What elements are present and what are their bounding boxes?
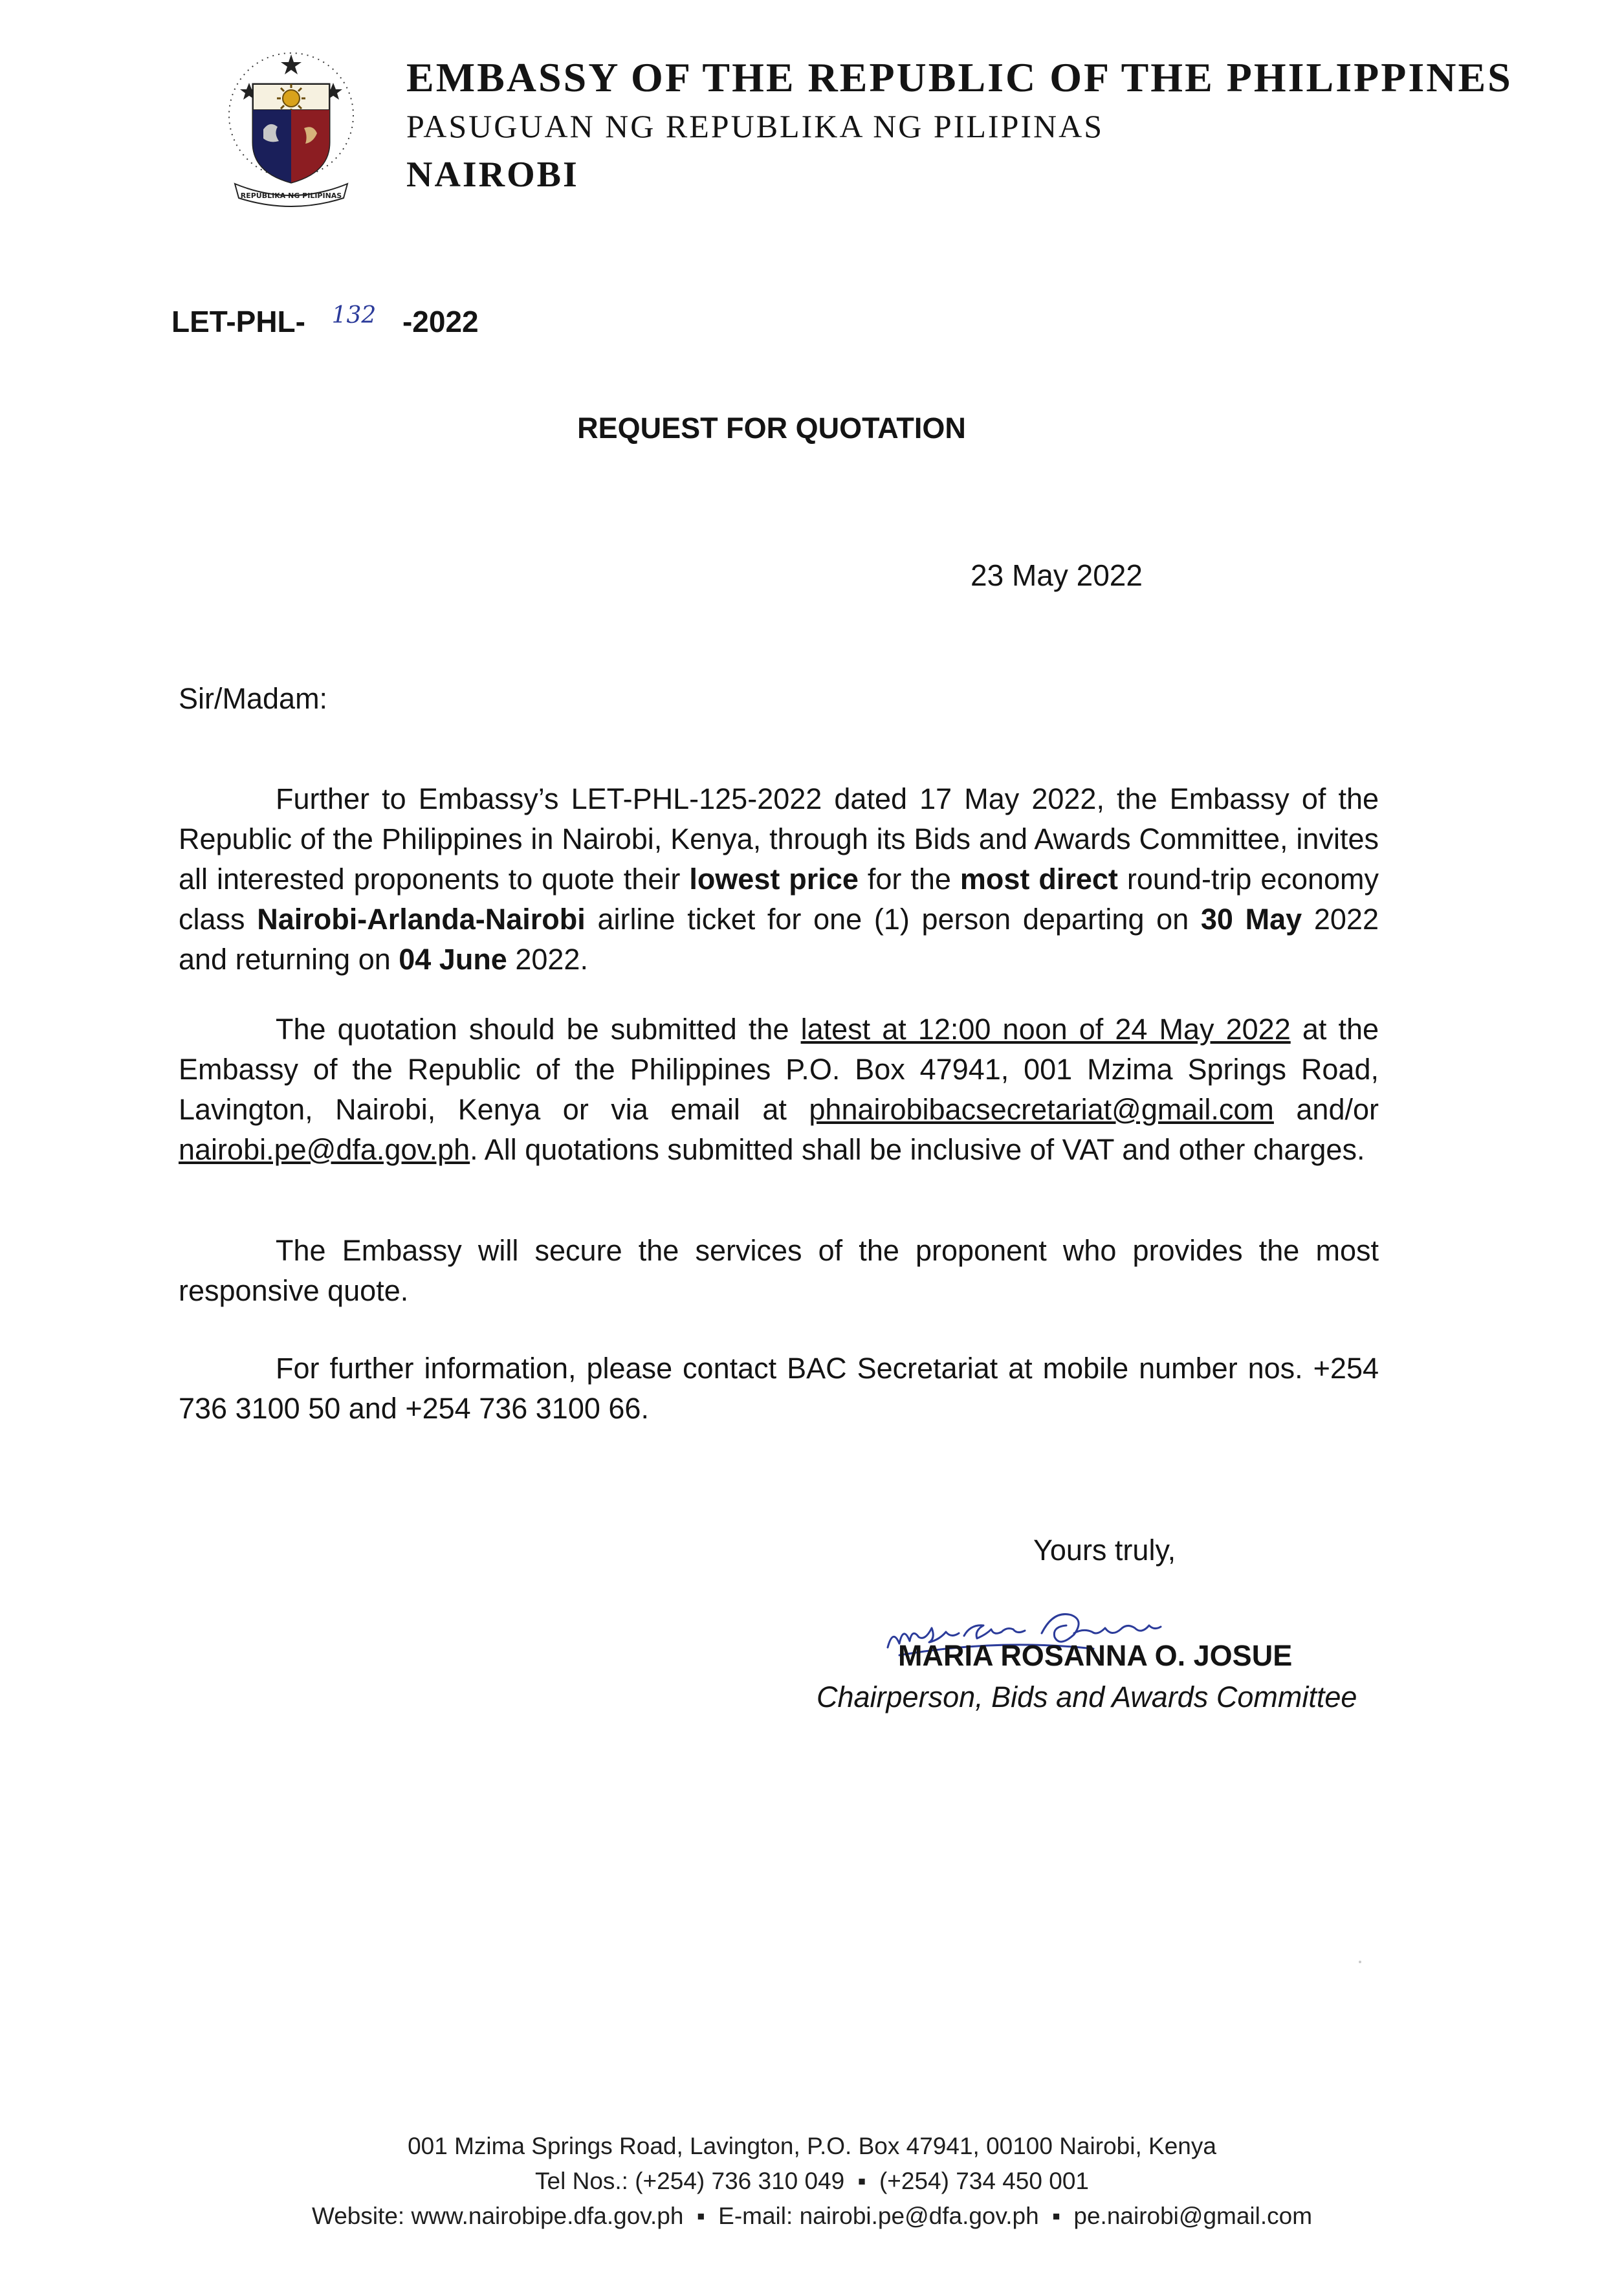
footer-web-email: Website: www.nairobipe.dfa.gov.ph ▪ E-mail: nairobi.pe@dfa.gov.ph ▪ pe.nairobi@gmail.com bbox=[311, 2203, 1313, 2229]
letter-date: 23 May 2022 bbox=[971, 558, 1143, 592]
embassy-email-link[interactable]: nairobi.pe@dfa.gov.ph bbox=[179, 1133, 470, 1166]
salutation: Sir/Madam: bbox=[179, 682, 328, 715]
reference-suffix: -2022 bbox=[402, 305, 479, 338]
footer-phones: Tel Nos.: (+254) 736 310 049 ▪ (+254) 734 450 001 bbox=[535, 2168, 1089, 2194]
paragraph-contact: For further information, please contact BAC Secretariat at mobile number nos. +254 736 3100 50 and +254 736 3100 66. bbox=[179, 1352, 1379, 1425]
svg-text:REPUBLIKA NG PILIPINAS: REPUBLIKA NG PILIPINAS bbox=[240, 192, 342, 200]
paragraph-selection: The Embassy will secure the services of the proponent who provides the most responsive quote. bbox=[179, 1234, 1379, 1307]
footer-separator: ▪ bbox=[1051, 2203, 1061, 2229]
letter-footer bbox=[0, 2129, 1624, 2234]
footer-separator: ▪ bbox=[696, 2203, 705, 2229]
reference-number bbox=[171, 304, 479, 339]
embassy-name: EMBASSY OF THE REPUBLIC OF THE PHILIPPINES bbox=[406, 54, 1513, 100]
footer-phone-2: (+254) 734 450 001 bbox=[879, 2168, 1089, 2194]
document-title: REQUEST FOR QUOTATION bbox=[577, 412, 966, 445]
footer-address: 001 Mzima Springs Road, Lavington, P.O. Box 47941, 00100 Nairobi, Kenya bbox=[408, 2133, 1216, 2159]
reference-handwritten-number: 132 bbox=[331, 302, 377, 329]
signatory-name: MARIA ROSANNA O. JOSUE bbox=[898, 1639, 1293, 1672]
philippine-seal-icon bbox=[223, 45, 359, 207]
footer-phone-1: (+254) 736 310 049 bbox=[635, 2168, 845, 2194]
footer-website[interactable]: www.nairobipe.dfa.gov.ph bbox=[411, 2203, 684, 2229]
embassy-city: NAIROBI bbox=[406, 155, 579, 195]
footer-email-1[interactable]: nairobi.pe@dfa.gov.ph bbox=[799, 2203, 1039, 2229]
footer-email-2[interactable]: pe.nairobi@gmail.com bbox=[1073, 2203, 1313, 2229]
paragraph-submission: The quotation should be submitted the latest at 12:00 noon of 24 May 2022 at the Embassy of the Republic of the Philippines P.O. Box 47941, 001 Mzima Springs Road, Lavington, Nairobi, Kenya or via email at phnairobibacsecretariat@gmail.com and/or nairobi.pe@dfa.gov.ph. All quotations submitted shall be inclusive of VAT and other charges. bbox=[179, 1013, 1379, 1166]
signatory-position: Chairperson, Bids and Awards Committee bbox=[817, 1680, 1357, 1713]
bac-email-link[interactable]: phnairobibacsecretariat@gmail.com bbox=[809, 1093, 1274, 1126]
embassy-name-filipino: PASUGUAN NG REPUBLIKA NG PILIPINAS bbox=[406, 108, 1104, 144]
deadline-text: latest at 12:00 noon of 24 May 2022 bbox=[800, 1013, 1291, 1046]
valediction: Yours truly, bbox=[1033, 1534, 1176, 1567]
scan-speck bbox=[1359, 1961, 1361, 1963]
footer-separator: ▪ bbox=[857, 2168, 866, 2194]
paragraph-request: Further to Embassy’s LET-PHL-125-2022 dated 17 May 2022, the Embassy of the Republic of the Philippines in Nairobi, Kenya, through its Bids and Awards Committee, invites all interested proponents to quote their lowest price for the most direct round-trip economy class Nairobi-Arlanda-Nairobi airline ticket for one (1) person departing on 30 May 2022 and returning on 04 June 2022. bbox=[179, 782, 1379, 976]
reference-prefix: LET-PHL- bbox=[171, 305, 305, 338]
letterhead bbox=[406, 52, 1513, 201]
